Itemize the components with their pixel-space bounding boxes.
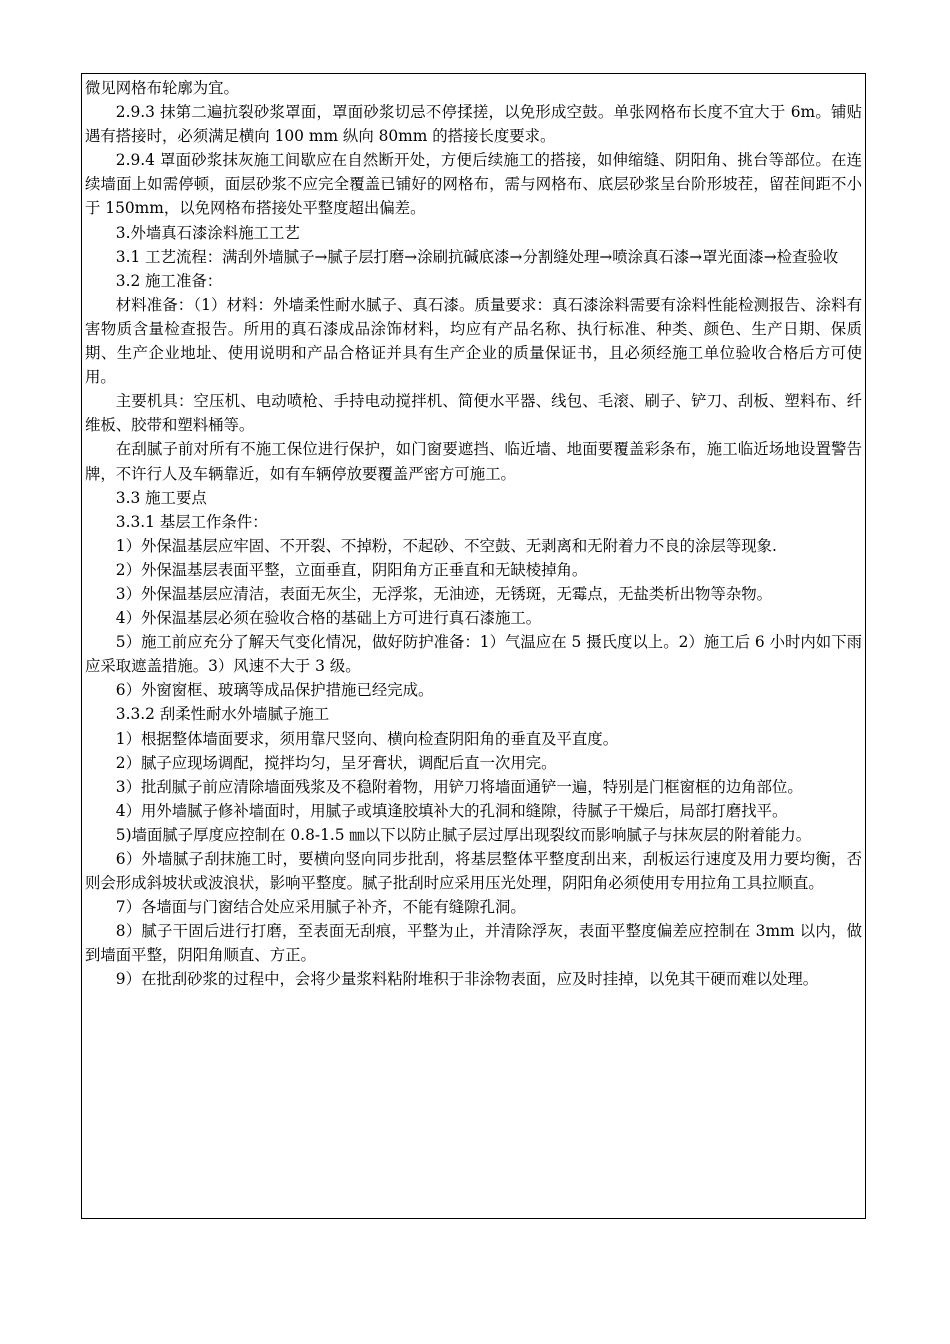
list-item: 3）外保温基层应清洁，表面无灰尘，无浮浆，无油迹，无锈斑，无霉点，无盐类析出物等杂物。 [115, 584, 772, 603]
list-item: 4）用外墙腻子修补墙面时，用腻子或填逢胶填补大的孔洞和缝隙，待腻子干燥后，局部打磨找平。 [115, 801, 788, 820]
document-frame [81, 73, 866, 1219]
list-item: 7）各墙面与门窗结合处应采用腻子补齐，不能有缝隙孔洞。 [115, 898, 526, 917]
list-item: 2）外保温基层表面平整，立面垂直，阴阳角方正垂直和无缺棱掉角。 [115, 560, 588, 579]
list-item: 6）外墙腻子刮抹施工时，要横向竖向同步批刮，将基层整体平整度刮出来，刮板运行速度及用力要均衡，否则会形成斜坡状或波浪状，影响平整度。腻子批刮时应采用压光处理，阴阳角必须使用专用拉角工具拉顺直。 [85, 850, 862, 893]
subsection-heading: 3.3.1 基层工作条件： [115, 512, 268, 531]
paragraph: 微见网格布轮廓为宜。 [85, 79, 239, 97]
subsection-heading: 3.2 施工准备： [115, 271, 223, 290]
paragraph: 2.9.3 抹第二遍抗裂砂浆罩面，罩面砂浆切忌不停揉搓，以免形成空鼓。单张网格布长度不宜大于 6m。铺贴遇有搭接时，必须满足横向 100 mm 纵向 80mm 的搭接长度要求。 [85, 103, 862, 146]
list-item: 8）腻子干固后进行打磨，至表面无刮痕，平整为止，并清除浮灰，表面平整度偏差应控制在 3mm 以内，做到墙面平整，阴阳角顺直、方正。 [85, 922, 862, 965]
list-item: 6）外窗窗框、玻璃等成品保护措施已经完成。 [115, 681, 434, 700]
paragraph: 2.9.4 罩面砂浆抹灰施工间歇应在自然断开处，方便后续施工的搭接，如伸缩缝、阴阳角、挑台等部位。在连续墙面上如需停顿，面层砂浆不应完全覆盖已铺好的网格布，需与网格布、底层砂浆呈台阶形坡茬，留茬间距不小于 150mm，以免网格布搭接处平整度超出偏差。 [85, 151, 862, 218]
subsection-heading: 3.3 施工要点 [115, 488, 207, 507]
paragraph: 材料准备：（1）材料：外墙柔性耐水腻子、真石漆。质量要求：真石漆涂料需要有涂料性能检测报告、涂料有害物质含量检查报告。所用的真石漆成品涂饰材料，均应有产品名称、执行标准、种类、颜色、生产日期、保质期、生产企业地址、使用说明和产品合格证并具有生产企业的质量保证书，且必须经施工单位验收合格后方可使用。 [85, 295, 862, 387]
subsection-heading: 3.3.2 刮柔性耐水外墙腻子施工 [115, 705, 330, 724]
list-item: 4）外保温基层必须在验收合格的基础上方可进行真石漆施工。 [115, 609, 542, 628]
paragraph: 主要机具：空压机、电动喷枪、手持电动搅拌机、简便水平器、线包、毛滚、刷子、铲刀、刮板、塑料布、纤维板、胶带和塑料桶等。 [85, 392, 862, 435]
list-item: 1）根据整体墙面要求，须用靠尺竖向、横向检查阴阳角的垂直及平直度。 [115, 729, 619, 748]
paragraph: 3.1 工艺流程：满刮外墙腻子→腻子层打磨→涂刷抗碱底漆→分割缝处理→喷涂真石漆→罩光面漆→检查验收 [115, 247, 839, 266]
paragraph: 在刮腻子前对所有不施工保位进行保护，如门窗要遮挡、临近墙、地面要覆盖彩条布，施工临近场地设置警告牌，不许行人及车辆靠近，如有车辆停放要覆盖严密方可施工。 [85, 440, 862, 483]
list-item: 3）批刮腻子前应清除墙面残浆及不稳附着物，用铲刀将墙面通铲一遍，特别是门框窗框的边角部位。 [115, 777, 803, 796]
list-item: 9）在批刮砂浆的过程中，会将少量浆料粘附堆积于非涂物表面，应及时挂掉，以免其干硬而难以处理。 [115, 970, 819, 989]
list-item: 2）腻子应现场调配，搅拌均匀，呈牙膏状，调配后直一次用完。 [115, 753, 557, 772]
document-body [85, 76, 862, 992]
section-heading: 3.外墙真石漆涂料施工工艺 [115, 223, 300, 242]
list-item: 5）施工前应充分了解天气变化情况，做好防护准备：1）气温应在 5 摄氏度以上。2）施工后 6 小时内如下雨应采取遮盖措施。3）风速不大于 3 级。 [85, 633, 862, 676]
list-item: 1）外保温基层应牢固、不开裂、不掉粉，不起砂、不空鼓、无剥离和无附着力不良的涂层等现象. [115, 536, 777, 555]
list-item: 5)墙面腻子厚度应控制在 0.8-1.5 ㎜以下以防止腻子层过厚出现裂纹而影响腻子与抹灰层的附着能力。 [115, 825, 812, 844]
